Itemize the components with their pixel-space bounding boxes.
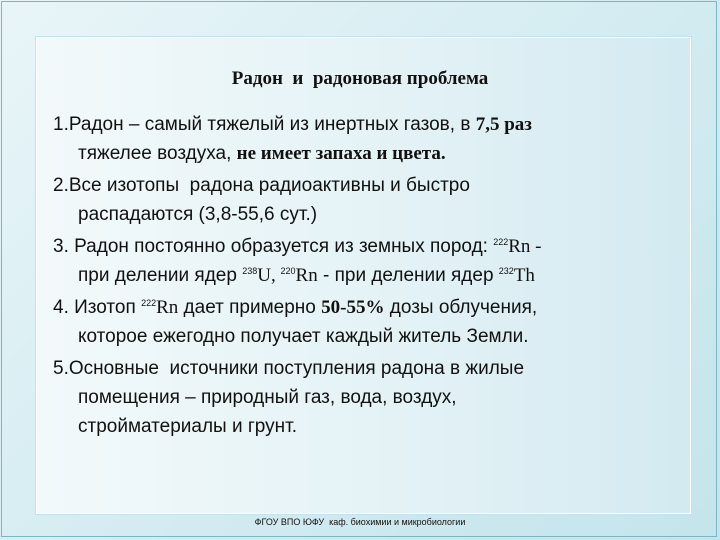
list-item-5-line-2: помещения – природный газ, вода, воздух, <box>78 387 457 408</box>
isotope-mass-number: 220 <box>280 266 296 276</box>
list-item-4-line-1 <box>53 293 683 322</box>
item-text: дозы облучения, <box>384 297 538 318</box>
list-item-2-line-2: распадаются (3,8-55,6 сут.) <box>78 204 318 225</box>
element-symbol: Th <box>513 265 535 286</box>
element-symbol: Rn <box>295 265 318 286</box>
bullet-list <box>53 110 683 444</box>
list-item-1 <box>53 110 683 168</box>
list-item-4 <box>53 293 683 351</box>
item-text: . <box>440 143 446 164</box>
list-item-1-line-2 <box>53 139 683 168</box>
item-text: 1.Радон – самый тяжелый из инертных газов, в <box>53 114 476 135</box>
list-item-5 <box>53 354 683 441</box>
isotope-mass-number: 222 <box>141 298 157 308</box>
footer-caption: ФГОУ ВПО ЮФУ каф. биохимии и микробиологии <box>254 517 466 527</box>
list-item-5-line-1: 5.Основные источники поступления радона в жилые <box>53 358 525 379</box>
list-item-2 <box>53 171 683 229</box>
isotope-mass-number: 238 <box>242 266 258 276</box>
item-text: при делении ядер <box>78 265 243 286</box>
element-symbol: Rn <box>156 297 179 318</box>
slide-title: Радон и радоновая проблема <box>231 68 489 89</box>
list-item-3 <box>53 232 683 290</box>
item-text: дает примерно <box>178 297 322 318</box>
list-item-3-line-1 <box>53 232 683 261</box>
item-bold-text: 50-55% <box>321 297 385 318</box>
list-item-3-line-2 <box>53 261 683 290</box>
item-text: - при делении ядер <box>317 265 499 286</box>
list-item-5-line-3: стройматериалы и грунт. <box>78 416 298 437</box>
item-text: тяжелее воздуха, <box>78 143 237 164</box>
item-bold-text: 7,5 раз <box>475 114 532 135</box>
isotope-mass-number: 222 <box>493 237 509 247</box>
list-item-4-line-2: которое ежегодно получает каждый житель Земли. <box>78 326 529 347</box>
item-bold-text: не имеет запаха и цвета <box>236 143 441 164</box>
item-text: 4. Изотоп <box>53 297 142 318</box>
list-item-1-line-1 <box>53 110 683 139</box>
isotope-mass-number: 232 <box>498 266 514 276</box>
item-text: 3. Радон постоянно образуется из земных пород: <box>53 236 494 257</box>
element-symbol: U, <box>257 265 281 286</box>
element-symbol: Rn - <box>508 236 542 257</box>
list-item-2-line-1: 2.Все изотопы радона радиоактивны и быстро <box>53 175 470 196</box>
